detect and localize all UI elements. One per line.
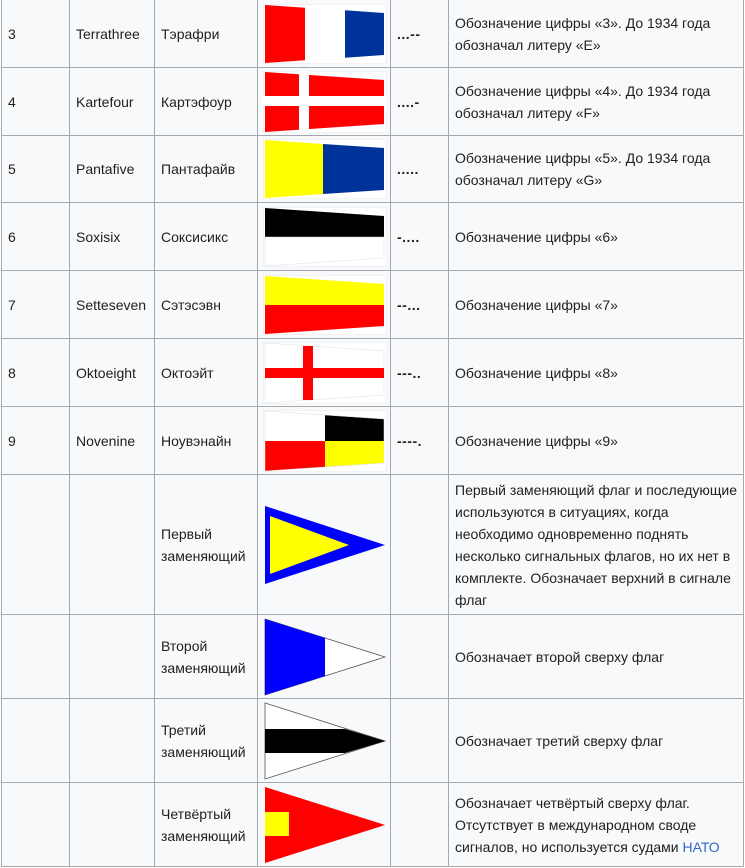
flag-image-cell	[258, 0, 391, 68]
morse-code: -....	[391, 203, 449, 271]
morse-code: ....-	[391, 68, 449, 136]
morse-code: ---..	[391, 339, 449, 407]
substitute-1-icon[interactable]	[263, 505, 387, 585]
pennant-3-icon[interactable]	[263, 4, 387, 64]
table-row	[2, 203, 744, 271]
pennant-8-icon[interactable]	[263, 342, 387, 404]
flag-description	[449, 783, 744, 867]
flag-code-name	[70, 783, 155, 867]
flag-description: Первый заменяющий флаг и последующие используются в ситуациях, когда необходимо одновременно поднять несколько сигнальных флагов, но их нет в комплекте. Обозначает верхний в сигнале флаг	[449, 475, 744, 615]
table-row	[2, 68, 744, 136]
nato-link[interactable]: НАТО	[682, 838, 720, 855]
flag-description: Обозначение цифры «8»	[449, 339, 744, 407]
flag-russian-name: Картэфоур	[155, 68, 258, 136]
morse-code	[391, 475, 449, 615]
table-row	[2, 407, 744, 475]
morse-code: .....	[391, 136, 449, 203]
table-row	[2, 699, 744, 783]
flag-image-cell	[258, 271, 391, 339]
flag-number	[2, 783, 70, 867]
flag-image-cell	[258, 68, 391, 136]
flag-number	[2, 615, 70, 699]
flag-russian-name: Четвёртый заменяющий	[155, 783, 258, 867]
table-row	[2, 271, 744, 339]
flag-description: Обозначение цифры «3». До 1934 года обозначал литеру «E»	[449, 0, 744, 68]
flag-russian-name: Пантафайв	[155, 136, 258, 203]
flag-description: Обозначает второй сверху флаг	[449, 615, 744, 699]
flag-code-name: Novenine	[70, 407, 155, 475]
flag-image-cell	[258, 699, 391, 783]
table-row	[2, 0, 744, 68]
flag-code-name	[70, 699, 155, 783]
flag-description: Обозначение цифры «6»	[449, 203, 744, 271]
flag-image-cell	[258, 203, 391, 271]
flag-code-name: Kartefour	[70, 68, 155, 136]
flag-number	[2, 699, 70, 783]
flag-russian-name: Третий заменяющий	[155, 699, 258, 783]
flag-number: 8	[2, 339, 70, 407]
morse-code	[391, 615, 449, 699]
flag-russian-name: Соксисикс	[155, 203, 258, 271]
flag-code-name	[70, 475, 155, 615]
flag-description-text: Обозначает четвёртый сверху флаг. Отсутствует в международном своде сигналов, но используется судами	[455, 794, 697, 855]
morse-code: ...--	[391, 0, 449, 68]
flag-image-cell	[258, 339, 391, 407]
table-row	[2, 475, 744, 615]
flag-number	[2, 475, 70, 615]
flag-image-cell	[258, 615, 391, 699]
flag-russian-name: Ноувэнайн	[155, 407, 258, 475]
table-row	[2, 136, 744, 203]
flag-russian-name: Тэрафри	[155, 0, 258, 68]
flag-description: Обозначает третий сверху флаг	[449, 699, 744, 783]
flag-russian-name: Второй заменяющий	[155, 615, 258, 699]
flag-code-name: Soxisix	[70, 203, 155, 271]
flag-number: 5	[2, 136, 70, 203]
morse-code	[391, 699, 449, 783]
flag-description: Обозначение цифры «9»	[449, 407, 744, 475]
flag-code-name: Setteseven	[70, 271, 155, 339]
flag-russian-name: Первый заменяющий	[155, 475, 258, 615]
flag-russian-name: Октоэйт	[155, 339, 258, 407]
flag-description: Обозначение цифры «7»	[449, 271, 744, 339]
flag-image-cell	[258, 475, 391, 615]
morse-code: --...	[391, 271, 449, 339]
flag-description: Обозначение цифры «4». До 1934 года обозначал литеру «F»	[449, 68, 744, 136]
flag-image-cell	[258, 407, 391, 475]
flag-image-cell	[258, 783, 391, 867]
substitute-4-icon[interactable]	[263, 786, 387, 864]
pennant-9-icon[interactable]	[263, 410, 387, 472]
morse-code: ----.	[391, 407, 449, 475]
flag-description: Обозначение цифры «5». До 1934 года обозначал литеру «G»	[449, 136, 744, 203]
table-row	[2, 615, 744, 699]
flag-russian-name: Сэтэсэвн	[155, 271, 258, 339]
pennant-6-icon[interactable]	[263, 207, 387, 267]
table-row	[2, 783, 744, 867]
flag-code-name	[70, 615, 155, 699]
signal-flags-table	[1, 0, 744, 867]
flag-code-name: Oktoeight	[70, 339, 155, 407]
table-row	[2, 339, 744, 407]
flag-number: 6	[2, 203, 70, 271]
pennant-4-icon[interactable]	[263, 71, 387, 133]
pennant-5-icon[interactable]	[263, 139, 387, 199]
flag-image-cell	[258, 136, 391, 203]
flag-number: 3	[2, 0, 70, 68]
substitute-2-icon[interactable]	[263, 618, 387, 696]
substitute-3-icon[interactable]	[263, 702, 387, 780]
flag-code-name: Pantafive	[70, 136, 155, 203]
flag-number: 7	[2, 271, 70, 339]
flag-code-name: Terrathree	[70, 0, 155, 68]
pennant-7-icon[interactable]	[263, 275, 387, 335]
flag-number: 9	[2, 407, 70, 475]
morse-code	[391, 783, 449, 867]
flag-number: 4	[2, 68, 70, 136]
